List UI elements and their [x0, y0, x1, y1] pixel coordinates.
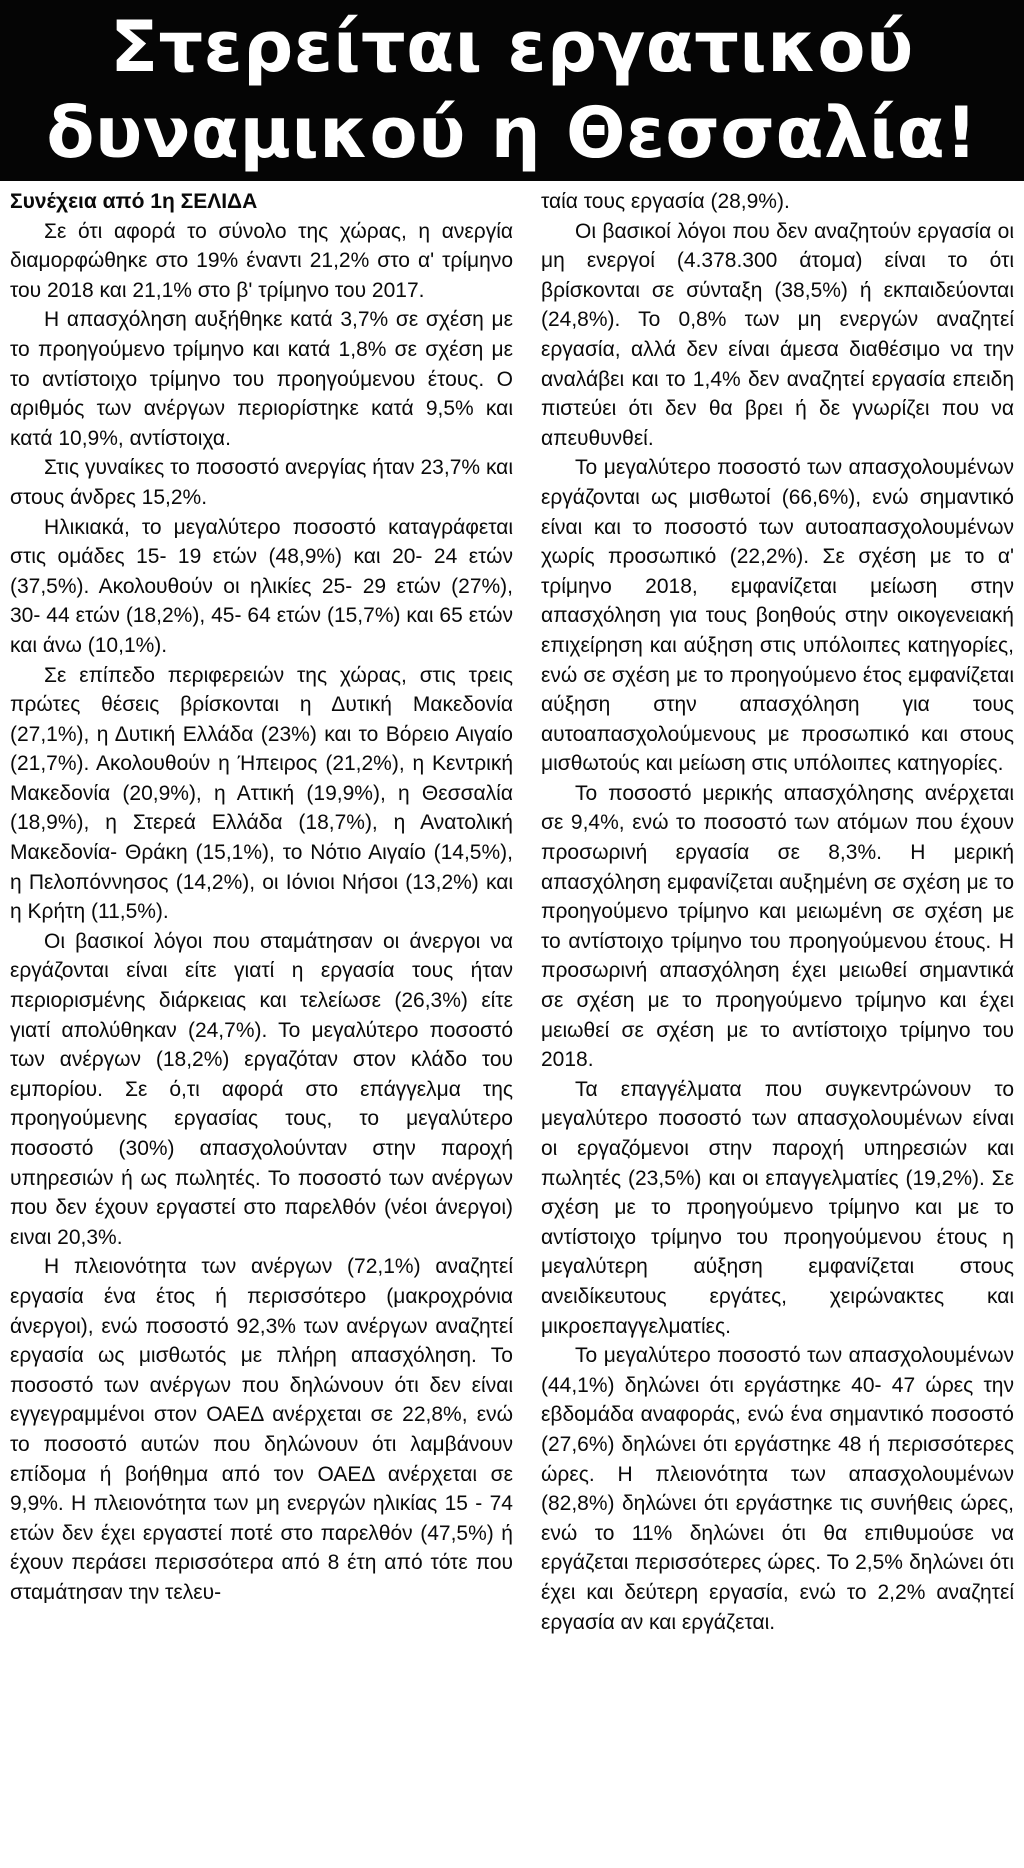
- paragraph-employment: Η απασχόληση αυξήθηκε κατά 3,7% σε σχέση με το προηγούμενο τρίμηνο και κατά 1,8% σε σχέση με το αντίστοιχο τρίμηνο του προηγούμενου έτους. Ο αριθμός των ανέργων περιορίστηκε κατά 9,5% και κατά 10,9%, αντίστοιχα.: [10, 308, 513, 450]
- paragraph-part-time: Το ποσοστό μερικής απασχόλησης ανέρχεται σε 9,4%, ενώ το ποσοστό των ατόμων που έχουν προσωρινή εργασία σε 8,3%. Η μερική απασχόληση εμφανίζεται αυξημένη σε σχέση με το προηγούμενο τρίμηνο και μειωμένη σε σχέση με το αντίστοιχο τρίμηνο του προηγούμενου έτους. Η προσωρινή απασχόληση έχει μειωθεί σημαντικά σε σχέση με το προηγούμενο τρίμηνο και έχει μειωθεί σε σχέση με το αντίστοιχο τρίμηνο του 2018.: [541, 781, 1014, 1072]
- paragraph-inactive-reasons: Οι βασικοί λόγοι που δεν αναζητούν εργασία οι μη ενεργοί (4.378.300 άτομα) είναι το ότι βρίσκονται σε σύνταξη (38,5%) ή εκπαιδεύονται (24,8%). Το 0,8% των μη ενεργών αναζητεί εργασία, αλλά δεν είναι άμεσα διαθέσιμο να την αναλάβει και το 1,4% δεν αναζητεί εργασία επειδη πιστεύει ότι δεν θα βρει ή δε γνωρίζει που να απευθυνθεί.: [541, 219, 1014, 450]
- continuation-kicker: Συνέχεια από 1η ΣΕΛΙΔΑ: [10, 190, 258, 213]
- right-column: [523, 181, 1024, 1868]
- paragraph-regions: Σε επίπεδο περιφερειών της χώρας, στις τρεις πρώτες θέσεις βρίσκονται η Δυτική Μακεδονία (27,1%), η Δυτική Ελλάδα (23%) και το Βόρειο Αιγαίο (21,7%). Ακολουθούν η Ήπειρος (21,2%), η Κεντρική Μακεδονία (20,9%), η Αττική (19,9%), η Θεσσαλία (18,9%), η Στερεά Ελλάδα (18,7%), η Ανατολική Μακεδονία- Θράκη (15,1%), το Νότιο Αιγαίο (14,5%), η Πελοπόννησος (14,2%), οι Ιόνιοι Νήσοι (13,2%) και η Κρήτη (11,5%).: [10, 663, 513, 924]
- paragraph-reasons-stopped: Οι βασικοί λόγοι που σταμάτησαν οι άνεργοι να εργάζονται είναι είτε γιατί η εργασία τους ήταν περιορισμένης διάρκειας και τελείωσε (26,3%) είτε γιατί απολύθηκαν (24,7%). Το μεγαλύτερο ποσοστό των ανέργων (18,2%) εργαζόταν στον κλάδο του εμπορίου. Σε ό,τι αφορά στο επάγγελμα της προηγούμενης εργασίας τους, το μεγαλύτερο ποσοστό (30%) απασχολούνταν στην παροχή υπηρεσιών ή ως πωλητές. Το ποσοστό των ανέργων που δεν έχουν εργαστεί στο παρελθόν (νέοι άνεργοι) ειναι 20,3%.: [10, 929, 513, 1249]
- paragraph-long-term: Η πλειονότητα των ανέργων (72,1%) αναζητεί εργασία ένα έτος ή περισσότερο (μακροχρόνια άνεργοι), ενώ ποσοστό 92,3% των ανέργων αναζητεί εργασία ως μισθωτός με πλήρη απασχόληση. Το ποσοστό των ανέργων που δηλώνουν ότι δεν είναι εγγεγραμμένοι στον ΟΑΕΔ ανέρχεται σε 22,8%, ενώ το ποσοστό αυτών που δηλώνουν ότι λαμβάνουν επίδομα ή βοήθημα από τον ΟΑΕΔ ανέρχεται σε 9,9%. Η πλειονότητα των μη ενεργών ηλικίας 15 - 74 ετών δεν έχει εργαστεί ποτέ στο παρελθόν (47,5%) ή έχουν περάσει περισσότερα από 8 έτη από τότε που σταμάτησαν την τελευ-: [10, 1255, 513, 1604]
- paragraph-working-hours: Το μεγαλύτερο ποσοστό των απασχολουμένων (44,1%) δηλώνει ότι εργάστηκε 40- 47 ώρες την εβδομάδα αναφοράς, ενώ ένα σημαντικό ποσοστό (27,6%) δηλώνει ότι εργάστηκε 48 ή περισσότερες ώρες. Η πλειονότητα των απασχολουμένων (82,8%) δηλώνει ότι εργάστηκε τις συνήθεις ώρες, ενώ το 11% δηλώνει ότι θα επιθυμούσε να εργάζεται περισσότερες ώρες. Το 2,5% δηλώνει ότι έχει και δεύτερη εργασία, ενώ το 2,2% αναζητεί εργασία αν και εργάζεται.: [541, 1344, 1014, 1634]
- left-column: [0, 181, 523, 1868]
- headline-banner: [0, 0, 1024, 181]
- paragraph-gender: Στις γυναίκες το ποσοστό ανεργίας ήταν 23,7% και στους άνδρες 15,2%.: [10, 456, 513, 509]
- paragraph-employment-status: Το μεγαλύτερο ποσοστό των απασχολουμένων εργάζονται ως μισθωτοί (66,6%), ενώ σημαντικό είναι και το ποσοστό των αυτοαπασχολουμένων χωρίς προσωπικό (22,2%). Σε σχέση με το α' τρίμηνο 2018, εμφανίζεται μείωση στην απασχόληση για τους βοηθούς στην οικογενειακή επιχείρηση και αύξηση στις υπόλοιπες κατηγορίες, ενώ σε σχέση με το προηγούμενο έτος εμφανίζεται αύξηση στην απασχόληση για τους αυτοαπασχολούμενους με προσωπικό και στους μισθωτούς και μείωση στις υπόλοιπες κατηγορίες.: [541, 456, 1014, 776]
- paragraph-occupations: Τα επαγγέλματα που συγκεντρώνουν το μεγαλύτερο ποσοστό των απασχολουμένων είναι οι εργαζόμενοι στην παροχή υπηρεσιών και πωλητές (23,5%) και οι επαγγελματίες (19,2%). Σε σχέση με το προηγούμενο τρίμηνο και με το αντίστοιχο τρίμηνο του προηγούμενου έτους η μεγαλύτερη αύξηση εμφανίζεται στους ανειδίκευτους εργάτες, χειρώνακτες και μικροεπαγγελματίες.: [541, 1077, 1014, 1338]
- headline: Στερείται εργατικού δυναμικού η Θεσσαλία!: [46, 6, 978, 174]
- paragraph-age-groups: Ηλικιακά, το μεγαλύτερο ποσοστό καταγράφεται στις ομάδες 15- 19 ετών (48,9%) και 20- 24 ετών (37,5%). Ακολουθούν οι ηλικίες 25- 29 ετών (27%), 30- 44 ετών (18,2%), 45- 64 ετών (15,7%) και 65 ετών και άνω (10,1%).: [10, 515, 513, 657]
- paragraph-overall-unemployment: Σε ότι αφορά το σύνολο της χώρας, η ανεργία διαμορφώθηκε στο 19% έναντι 21,2% στο α' τρίμηνο του 2018 και 21,1% στο β' τρίμηνο του 2017.: [10, 219, 513, 302]
- paragraph-continuation: ταία τους εργασία (28,9%).: [541, 190, 790, 213]
